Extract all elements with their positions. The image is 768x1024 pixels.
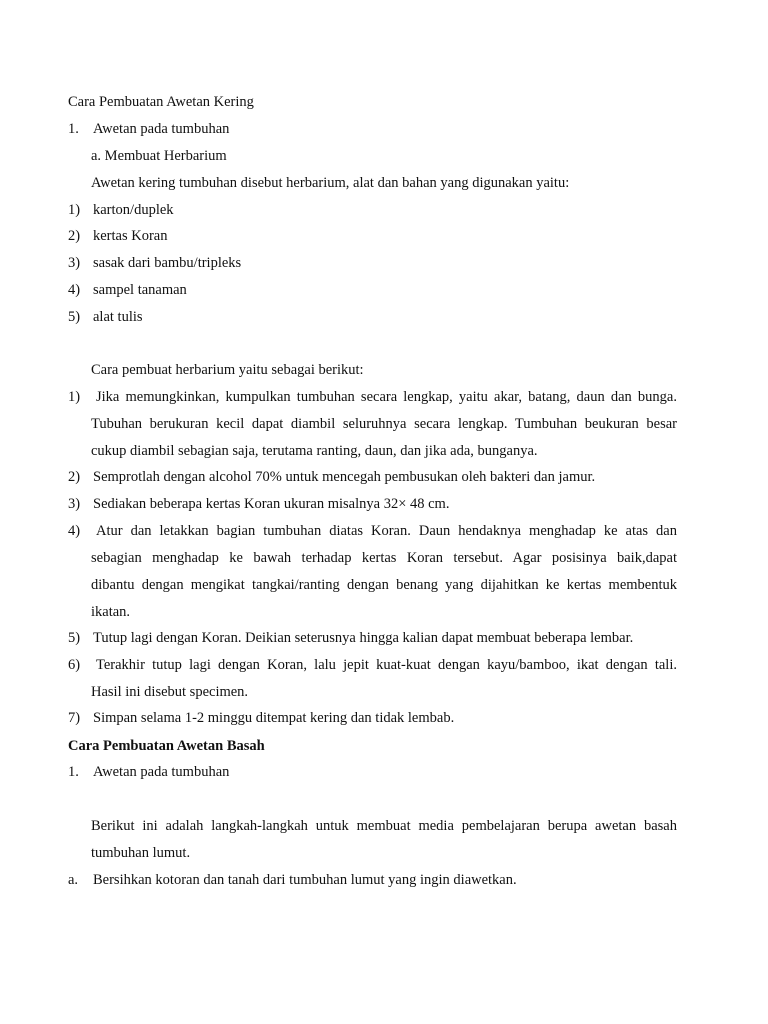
list-item: alat tulis — [93, 309, 143, 325]
list-item: karton/duplek — [93, 202, 174, 218]
list-item: Atur dan letakkan bagian tumbuhan diatas Koran. Daun hendaknya menghadap ke atas dan — [96, 523, 677, 539]
paragraph: Berikut ini adalah langkah-langkah untuk membuat media pembelajaran berupa awetan basah — [91, 818, 677, 834]
list-item-continuation: dibantu dengan mengikat tangkai/ranting dengan benang yang dijahitkan ke kertas membentuk — [91, 577, 677, 593]
list-item: Jika memungkinkan, kumpulkan tumbuhan secara lengkap, yaitu akar, batang, daun dan bunga. — [96, 389, 677, 405]
section-title-basah: Cara Pembuatan Awetan Basah — [68, 738, 265, 754]
paragraph-continuation: tumbuhan lumut. — [91, 845, 191, 861]
list-number: 1) — [68, 202, 81, 218]
list-item-continuation: Hasil ini disebut specimen. — [91, 684, 249, 700]
list-item: Terakhir tutup lagi dengan Koran, lalu jepit kuat-kuat dengan kayu/bamboo, ikat dengan tali. — [96, 657, 677, 673]
section-title-kering: Cara Pembuatan Awetan Kering — [68, 94, 254, 110]
list-number: 3) — [68, 496, 81, 512]
list-item: sampel tanaman — [93, 282, 187, 298]
paragraph: Cara pembuat herbarium yaitu sebagai berikut: — [91, 362, 364, 378]
list-number: 5) — [68, 630, 81, 646]
list-number: 3) — [68, 255, 81, 271]
paragraph: Awetan kering tumbuhan disebut herbarium, alat dan bahan yang digunakan yaitu: — [91, 175, 570, 191]
list-item-continuation: cukup diambil sebagian saja, terutama ranting, daun, dan jika ada, bunganya. — [91, 443, 538, 459]
list-number: 6) — [68, 657, 81, 673]
list-number: 4) — [68, 523, 81, 539]
list-number: 7) — [68, 710, 81, 726]
list-number: 5) — [68, 309, 81, 325]
list-item-continuation: sebagian menghadap ke bawah terhadap kertas Koran tersebut. Agar posisinya baik,dapat — [91, 550, 677, 566]
list-number: 1. — [68, 764, 79, 780]
list-number: 4) — [68, 282, 81, 298]
list-item-text: Awetan pada tumbuhan — [93, 121, 230, 137]
list-item: Tutup lagi dengan Koran. Deikian seterusnya hingga kalian dapat membuat beberapa lembar. — [93, 630, 634, 646]
list-item: Bersihkan kotoran dan tanah dari tumbuhan lumut yang ingin diawetkan. — [93, 872, 517, 888]
list-number: 1) — [68, 389, 81, 405]
list-item-text: Awetan pada tumbuhan — [93, 764, 230, 780]
list-number: 2) — [68, 469, 81, 485]
list-number: 1. — [68, 121, 79, 137]
list-item: Semprotlah dengan alcohol 70% untuk mencegah pembusukan oleh bakteri dan jamur. — [93, 469, 596, 485]
list-item: sasak dari bambu/tripleks — [93, 255, 242, 271]
list-number: 2) — [68, 228, 81, 244]
list-item: Simpan selama 1-2 minggu ditempat kering dan tidak lembab. — [93, 710, 455, 726]
list-item-continuation: ikatan. — [91, 604, 131, 620]
list-item: Sediakan beberapa kertas Koran ukuran misalnya 32× 48 cm. — [93, 496, 450, 512]
list-item: kertas Koran — [93, 228, 168, 244]
list-number: a. — [68, 872, 79, 888]
subsection-title: a. Membuat Herbarium — [91, 148, 227, 164]
list-item-continuation: Tubuhan berukuran kecil dapat diambil seluruhnya secara lengkap. Tumbuhan beukuran besar — [91, 416, 677, 432]
